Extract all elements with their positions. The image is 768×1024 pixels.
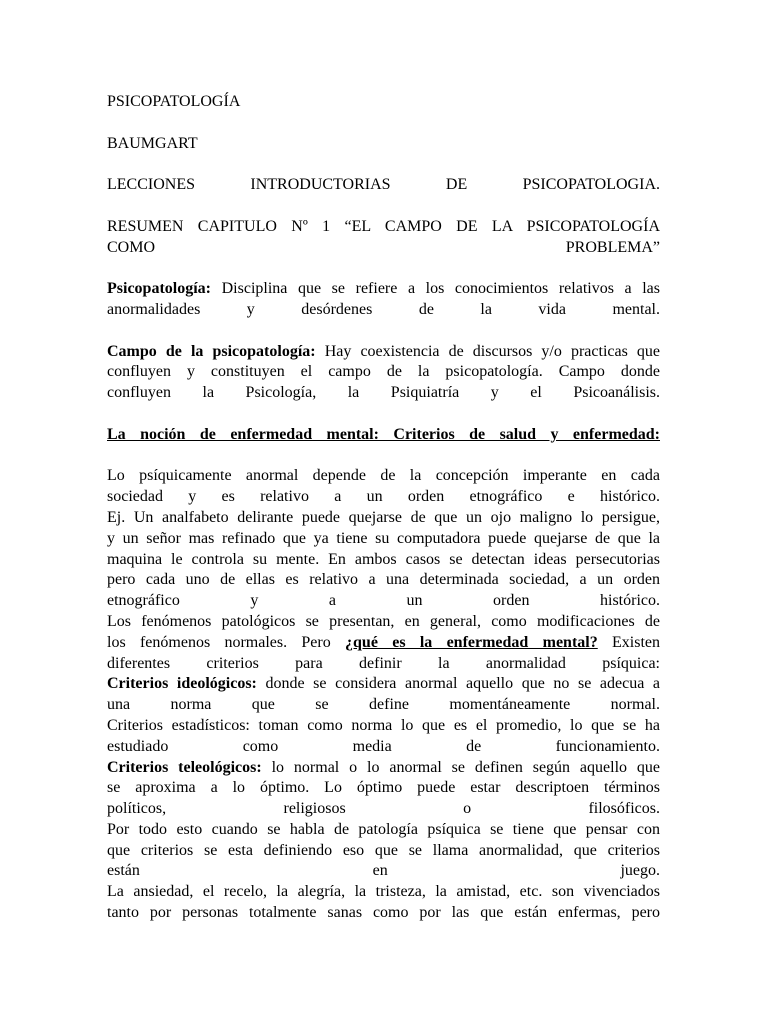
body-line: políticos, religiosos o filosóficos. — [107, 800, 660, 818]
body-line: diferentes criterios para definir la anormalidad psíquica: — [107, 654, 660, 672]
body-line: que criterios se esta definiendo eso que se llama anormalidad, que criterios — [107, 841, 660, 859]
body-line: una norma que se define momentáneamente normal. — [107, 696, 660, 714]
spacer — [107, 196, 660, 217]
body-text: Existen — [612, 633, 661, 651]
question-emphasis: ¿qué es la enfermedad mental? — [345, 633, 598, 651]
body-line — [107, 633, 660, 654]
body-line — [107, 758, 660, 779]
body-line: están en juego. — [107, 862, 660, 880]
criteria-term: Criterios ideológicos: — [107, 675, 257, 693]
body-line: Lo psíquicamente anormal depende de la concepción imperante en cada — [107, 467, 660, 485]
body-line: Criterios estadísticos: toman como norma lo que es el promedio, lo que se ha — [107, 716, 660, 734]
title-text: PSICOPATOLOGÍA — [107, 93, 241, 110]
criteria-term: Criterios teleológicos: — [107, 758, 262, 776]
definition-text: Hay coexistencia de discursos y/o practicas que — [324, 342, 661, 360]
summary-line-1: RESUMEN CAPITULO Nº 1 “EL CAMPO DE LA PSICOPATOLOGÍA — [107, 217, 660, 235]
body-line: se aproxima a lo óptimo. Lo óptimo puede estar descriptoen términos — [107, 779, 660, 797]
document-title — [107, 92, 660, 113]
body-line: tanto por personas totalmente sanas como por las que están enfermas, pero — [107, 904, 660, 922]
section-heading-text: La noción de enfermedad mental: Criterios de salud y enfermedad: — [107, 425, 660, 443]
body-paragraph — [107, 466, 660, 924]
body-line: sociedad y es relativo a un orden etnográfico e histórico. — [107, 488, 660, 506]
definition-text: Disciplina que se refiere a los conocimientos relativos a las — [221, 280, 661, 298]
definition-term: Campo de la psicopatología: — [107, 342, 316, 360]
body-line: maquina le controla su mente. En ambos casos se detectan ideas persecutorias — [107, 550, 660, 568]
body-line: Los fenómenos patológicos se presentan, en general, como modificaciones de — [107, 612, 660, 630]
spacer — [107, 404, 660, 425]
definition-line — [107, 279, 660, 300]
body-line: pero cada uno de ellas es relativo a una determinada sociedad, a un orden — [107, 571, 660, 589]
definition-line: anormalidades y desórdenes de la vida mental. — [107, 300, 660, 318]
book-title — [107, 175, 660, 196]
chapter-summary-heading — [107, 217, 660, 259]
definition-campo — [107, 342, 660, 404]
definition-line: confluyen y constituyen el campo de la psicopatología. Campo donde — [107, 363, 660, 381]
body-line: La ansiedad, el recelo, la alegría, la tristeza, la amistad, etc. son vivenciados — [107, 883, 660, 901]
body-text: donde se considera anormal aquello que no se adecua a — [265, 675, 661, 693]
definition-psicopatologia — [107, 279, 660, 321]
body-line: etnográfico y a un orden histórico. — [107, 592, 660, 610]
document-author — [107, 134, 660, 155]
definition-line: confluyen la Psicología, la Psiquiatría y el Psicoanálisis. — [107, 384, 660, 402]
body-line: estudiado como media de funcionamiento. — [107, 737, 660, 755]
spacer — [107, 446, 660, 467]
document-page — [107, 92, 660, 924]
definition-term: Psicopatología: — [107, 280, 211, 298]
book-title-text: LECCIONES INTRODUCTORIAS DE PSICOPATOLOGIA. — [107, 176, 660, 194]
summary-line-2: COMO PROBLEMA” — [107, 238, 660, 256]
body-line: Ej. Un analfabeto delirante puede quejarse de que un ojo maligno lo persigue, — [107, 508, 660, 526]
author-text: BAUMGART — [107, 134, 198, 152]
spacer — [107, 258, 660, 279]
spacer — [107, 321, 660, 342]
body-line: Por todo esto cuando se habla de patología psíquica se tiene que pensar con — [107, 820, 660, 838]
section-heading — [107, 425, 660, 446]
spacer — [107, 113, 660, 134]
body-line — [107, 674, 660, 695]
body-text: los fenómenos normales. Pero — [107, 633, 331, 651]
definition-line — [107, 342, 660, 363]
body-text: lo normal o lo anormal se definen según aquello que — [271, 758, 661, 776]
spacer — [107, 154, 660, 175]
body-line: y un señor mas refinado que ya tiene su computadora puede quejarse de que la — [107, 529, 660, 547]
